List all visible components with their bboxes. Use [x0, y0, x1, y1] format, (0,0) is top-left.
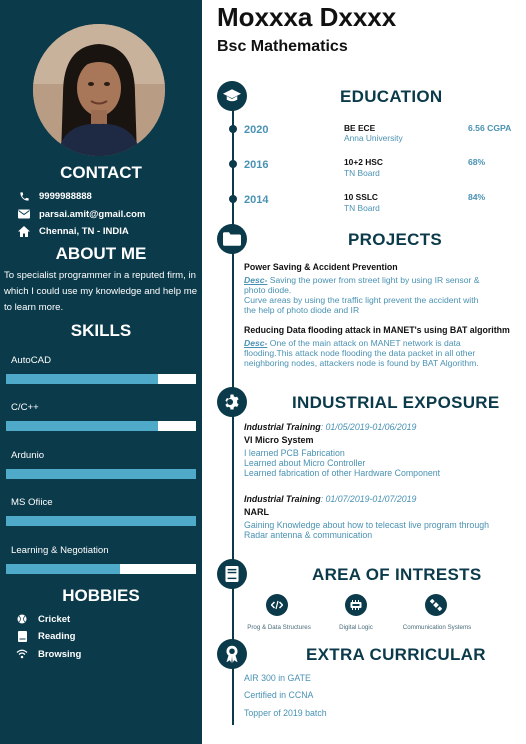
project-title: Power Saving & Accident Prevention: [244, 262, 398, 272]
project-description: [244, 338, 520, 368]
education-score: 68%: [468, 157, 486, 167]
desc-line: Saving the power from street light by using IR sensor &: [267, 275, 480, 285]
education-institution: Anna University: [344, 133, 403, 143]
hobby-item: [16, 647, 81, 661]
desc-line: One of the main attack on MANET network is data: [267, 338, 461, 348]
skill-bar: [6, 374, 196, 384]
skill-bar: [6, 421, 196, 431]
email-icon: [16, 209, 32, 219]
skill-name: C/C++: [11, 402, 39, 413]
education-year: 2016: [244, 159, 269, 171]
education-degree: 10+2 HSC: [344, 157, 383, 167]
training-header: [244, 494, 416, 504]
hobby-item: [16, 612, 70, 626]
skill-fill: [6, 564, 120, 574]
education-year: 2014: [244, 194, 269, 206]
skill-bar: [6, 469, 196, 479]
education-institution: TN Board: [344, 203, 380, 213]
profile-photo: [33, 24, 165, 156]
book-icon: [16, 631, 28, 642]
code-icon: [266, 594, 288, 616]
about-text: To specialist programmer in a reputed firm, in which I could use my knowledge and help me to learn more.: [4, 270, 198, 313]
gear-icon: [217, 387, 247, 417]
skill-fill: [6, 516, 196, 526]
skill-fill: [6, 374, 158, 384]
training-detail: I learned PCB Fabrication: [244, 448, 345, 458]
training-dates: : 01/07/2019-01/07/2019: [320, 494, 417, 504]
timeline-dot: [229, 125, 237, 133]
phone-number: 9999988888: [39, 190, 92, 202]
skill-name: AutoCAD: [11, 355, 51, 366]
skill-bar: [6, 516, 196, 526]
skills-heading: SKILLS: [70, 321, 132, 340]
desc-line: photo diode.: [244, 285, 292, 295]
training-detail: Radar antenna & communication: [244, 530, 373, 540]
contact-email: [16, 207, 145, 221]
extra-item: AIR 300 in GATE: [244, 673, 311, 683]
contact-heading: CONTACT: [60, 163, 142, 182]
skill-bar: [6, 564, 196, 574]
hobby-label: Reading: [38, 630, 76, 642]
education-score: 6.56 CGPA: [468, 123, 512, 133]
phone-icon: [16, 191, 32, 202]
interests-title: AREA OF INTRESTS: [312, 565, 482, 584]
award-icon: [217, 639, 247, 669]
training-detail: Learned fabrication of other Hardware Component: [244, 468, 441, 478]
skill-fill: [6, 469, 196, 479]
training-detail: Gaining Knowledge about how to telecast live program through: [244, 520, 489, 530]
hobby-label: Browsing: [38, 648, 82, 660]
skill-fill: [6, 421, 158, 431]
extra-item: Certified in CCNA: [244, 690, 314, 700]
satellite-icon: [425, 594, 447, 616]
extra-title: EXTRA CURRICULAR: [306, 645, 486, 664]
contact-location: [16, 224, 129, 238]
contact-phone: [16, 189, 92, 203]
desc-line: Curve areas by using the traffic light prevent the accident with: [244, 295, 479, 305]
education-degree: BE ECE: [344, 123, 376, 133]
education-year: 2020: [244, 124, 269, 136]
desc-line: neighboring nodes, attackers node is found by BAT Algorithm.: [244, 358, 479, 368]
skill-name: Learning & Negotiation: [11, 545, 109, 556]
projects-title: PROJECTS: [348, 230, 443, 249]
folder-icon: [217, 224, 247, 254]
interest-label: Communication Systems: [402, 624, 472, 631]
graduation-cap-icon: [217, 81, 247, 111]
project-title: Reducing Data flooding attack in MANET's using BAT algorithm: [244, 325, 510, 335]
training-org: NARL: [244, 507, 269, 517]
education-title: EDUCATION: [340, 87, 443, 106]
education-score: 84%: [468, 192, 486, 202]
sidebar: [0, 0, 202, 744]
industrial-title: INDUSTRIAL EXPOSURE: [292, 393, 500, 412]
candidate-degree: Bsc Mathematics: [217, 38, 348, 55]
project-description: [244, 275, 520, 315]
hobby-label: Cricket: [38, 613, 71, 625]
extra-item: Topper of 2019 batch: [244, 708, 327, 718]
timeline-dot: [229, 160, 237, 168]
training-org: VI Micro System: [244, 435, 314, 445]
cricket-ball-icon: [16, 614, 28, 624]
training-detail: Learned about Micro Controller: [244, 458, 366, 468]
training-dates: : 01/05/2019-01/06/2019: [320, 422, 417, 432]
chip-icon: [345, 594, 367, 616]
avatar: [33, 24, 165, 156]
education-degree: 10 SSLC: [344, 192, 378, 202]
skill-name: MS Ofiice: [11, 497, 53, 508]
hobbies-heading: HOBBIES: [62, 586, 140, 605]
wifi-icon: [16, 649, 28, 659]
education-institution: TN Board: [344, 168, 380, 178]
hobby-item: [16, 629, 75, 643]
location-text: Chennai, TN - INDIA: [39, 225, 129, 237]
book-icon: [217, 559, 247, 589]
timeline-dot: [229, 195, 237, 203]
training-label: Industrial Training: [244, 422, 321, 432]
candidate-name: Moxxxa Dxxxx: [217, 2, 397, 32]
desc-label: Desc-: [244, 338, 268, 348]
home-icon: [16, 226, 32, 237]
interest-label: Prog & Data Structures: [247, 624, 311, 631]
about-heading: ABOUT ME: [55, 244, 147, 263]
desc-label: Desc-: [244, 275, 268, 285]
training-header: [244, 422, 416, 432]
desc-line: the help of photo diode and IR: [244, 305, 360, 315]
email-address: parsai.amit@gmail.com: [39, 208, 146, 220]
interest-label: Digital Logic: [339, 624, 373, 631]
skill-name: Ardunio: [11, 450, 45, 461]
training-label: Industrial Training: [244, 494, 321, 504]
desc-line: flooding.This attack node flooding the data packet in all other: [244, 348, 476, 358]
